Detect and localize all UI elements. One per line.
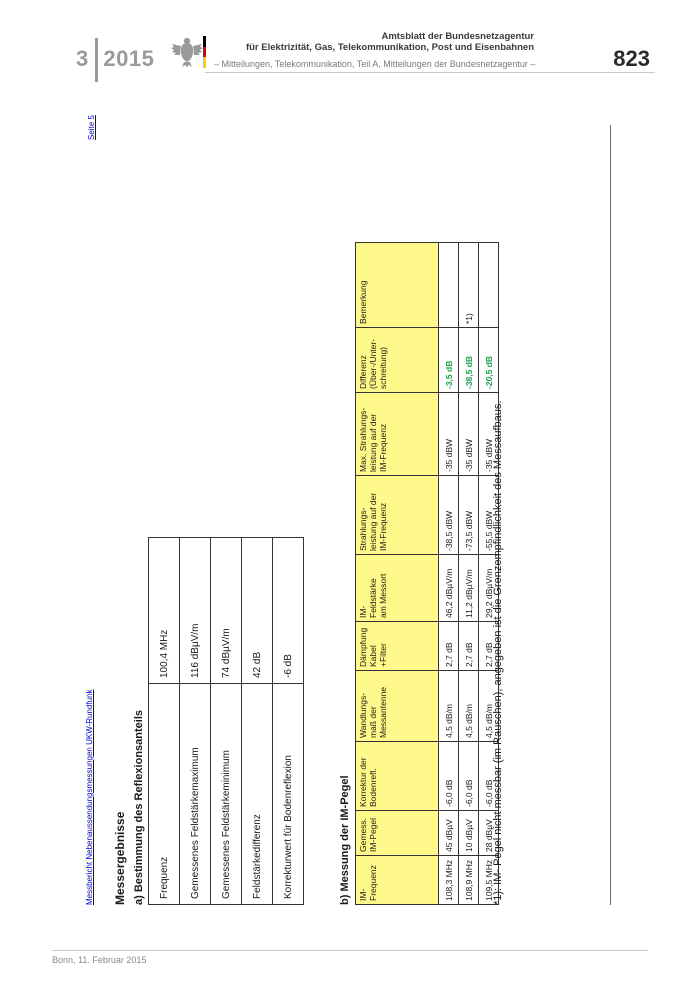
cell-field-strength: 29,2 dBµV/m <box>479 555 499 622</box>
col-header: Wandlungs- maß der Messantenne <box>356 671 439 742</box>
flag-red <box>203 47 206 58</box>
journal-title <box>214 31 534 53</box>
reflex-label: Gemessenes Feldstärkeminimum <box>211 684 242 905</box>
page-bottom-rule <box>610 125 611 905</box>
cell-max-power: -35 dBW <box>479 393 499 476</box>
cell-field-strength: 46,2 dBµV/m <box>439 555 459 622</box>
table-row <box>149 538 180 905</box>
reflex-value: 42 dB <box>242 538 273 684</box>
footer-rule <box>52 950 648 951</box>
reflex-value: 116 dBµV/m <box>180 538 211 684</box>
cell-level: 10 dBµV <box>459 811 479 856</box>
col-header: Differenz (Über-/Unter- schreitung) <box>356 328 439 393</box>
flag-gold <box>203 57 206 68</box>
cell-frequency: 109,5 MHz <box>479 856 499 905</box>
col-header: Strahlungs- leistung auf der IM-Frequenz <box>356 476 439 555</box>
col-header: Korrektur der Bodenrefl. <box>356 742 439 811</box>
col-header: Dämpfung Kabel +Filter <box>356 622 439 671</box>
issue-label <box>76 46 154 72</box>
rotated-report-page <box>85 115 625 905</box>
cell-radiated-power: -73,5 dBW <box>459 476 479 555</box>
cell-max-power: -35 dBW <box>459 393 479 476</box>
cell-level: 45 dBµV <box>439 811 459 856</box>
section-heading: Messergebnisse <box>113 811 127 905</box>
col-header: IM- Frequenz <box>356 856 439 905</box>
col-header: Max. Strahlungs- leistung auf der IM-Frequenz <box>356 393 439 476</box>
cell-correction: -6,0 dB <box>479 742 499 811</box>
footnote: *1): IM- Pegel nicht messbar (im Rauschen), angegeben ist die Grenzempfindlichkeit des Messaufbaus. <box>492 400 504 905</box>
subsection-b-title: b) Messung der IM-Pegel <box>339 775 351 905</box>
table-row <box>439 243 459 905</box>
cell-antenna-factor: 4,5 dB/m <box>479 671 499 742</box>
table-row <box>211 538 242 905</box>
cell-correction: -6,0 dB <box>439 742 459 811</box>
cell-level: 28 dBµV <box>479 811 499 856</box>
col-header: Gemess. IM-Pegel <box>356 811 439 856</box>
cell-difference: -20,5 dB <box>479 328 499 393</box>
cell-frequency: 108,3 MHz <box>439 856 459 905</box>
cell-field-strength: 11,2 dBµV/m <box>459 555 479 622</box>
cell-frequency: 108,9 MHz <box>459 856 479 905</box>
reflex-label: Korrekturwert für Bodenreflexion <box>273 684 304 905</box>
page-number: 823 <box>613 46 650 71</box>
cell-remark <box>439 243 459 328</box>
cell-radiated-power: -38,5 dBW <box>439 476 459 555</box>
report-link[interactable]: Messbericht Nebenaussendungsmessungen UKW-Rundfunk <box>85 689 94 905</box>
reflex-label: Frequenz <box>149 684 180 905</box>
im-level-table <box>355 242 499 905</box>
federal-eagle-icon <box>170 34 204 68</box>
reflex-label: Gemessenes Feldstärkemaximum <box>180 684 211 905</box>
issue-year: 2015 <box>103 46 155 71</box>
cell-antenna-factor: 4,5 dB/m <box>439 671 459 742</box>
cell-difference: -38,5 dB <box>459 328 479 393</box>
cell-attenuation: 2,7 dB <box>439 622 459 671</box>
table-header-row <box>356 243 439 905</box>
table-row <box>242 538 273 905</box>
cell-remark <box>479 243 499 328</box>
cell-attenuation: 2,7 dB <box>459 622 479 671</box>
page-ref-link[interactable]: Seite 5 <box>87 115 96 140</box>
footer-date: Bonn, 11. Februar 2015 <box>52 955 147 965</box>
cell-remark: *1) <box>459 243 479 328</box>
cell-attenuation: 2,7 dB <box>479 622 499 671</box>
reflex-value: 74 dBµV/m <box>211 538 242 684</box>
cell-difference: -3,5 dB <box>439 328 459 393</box>
col-header: Bemerkung <box>356 243 439 328</box>
flag-black <box>203 36 206 47</box>
header-rule <box>205 72 655 73</box>
cell-correction: -6,0 dB <box>459 742 479 811</box>
journal-title-line2: für Elektrizität, Gas, Telekommunikation, Post und Eisenbahnen <box>245 42 534 53</box>
reflex-label: Feldstärkedifferenz <box>242 684 273 905</box>
col-header: IM- Feldstärke am Messort <box>356 555 439 622</box>
cell-radiated-power: -55,5 dBW <box>479 476 499 555</box>
table-row <box>180 538 211 905</box>
journal-title-line1: Amtsblatt der Bundesnetzagentur <box>381 31 534 42</box>
issue-number: 3 <box>76 46 89 71</box>
issue-divider <box>95 38 98 82</box>
reflex-value: -6 dB <box>273 538 304 684</box>
reflection-table <box>148 537 304 905</box>
table-row <box>273 538 304 905</box>
cell-max-power: -35 dBW <box>439 393 459 476</box>
reflex-value: 100,4 MHz <box>149 538 180 684</box>
cell-antenna-factor: 4,5 dB/m <box>459 671 479 742</box>
table-row <box>459 243 479 905</box>
flag-stripe <box>203 36 206 68</box>
subsection-a-title: a) Bestimmung des Reflexionsanteils <box>133 710 145 905</box>
journal-subtitle: – Mitteilungen, Telekommunikation, Teil A, Mitteilungen der Bundesnetzagentur – <box>214 59 536 69</box>
